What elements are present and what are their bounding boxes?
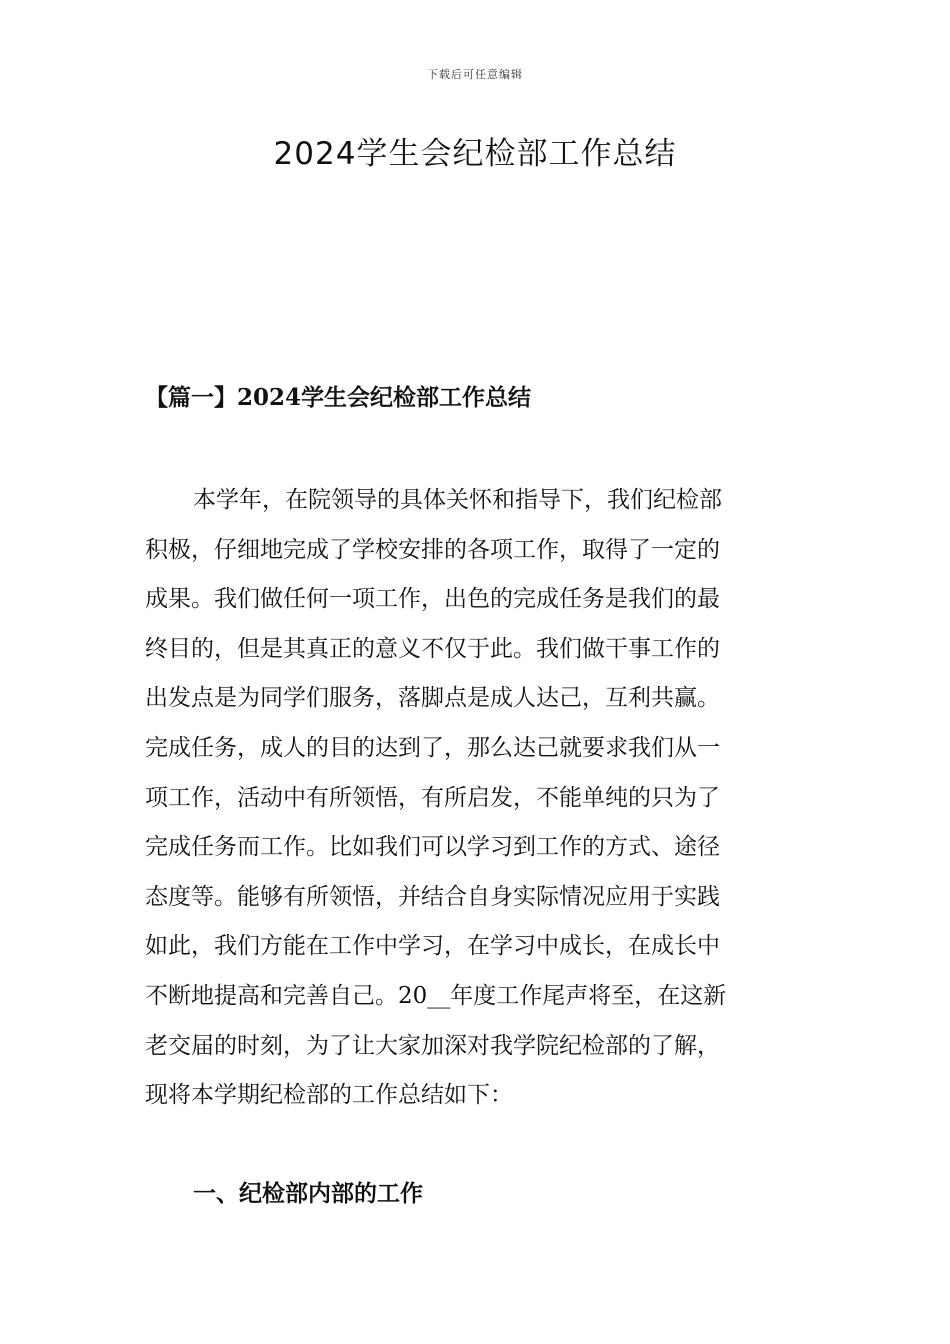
paragraph-line: 出发点是为同学们服务，落脚点是成人达己，互利共赢。 [145,685,720,712]
body-paragraph [145,476,810,1121]
paragraph-line: 项工作，活动中有所领悟，有所启发，不能单纯的只为了 [145,784,720,811]
paragraph-line: 现将本学期纪检部的工作总结如下： [145,1082,513,1109]
header-note: 下载后可任意编辑 [427,68,523,81]
paragraph-line: 积极，仔细地完成了学校安排的各项工作，取得了一定的 [145,536,720,563]
paragraph-line: 完成任务而工作。比如我们可以学习到工作的方式、途径 [145,834,720,861]
section-heading: 【篇一】2024学生会纪检部工作总结 [145,384,532,411]
paragraph-line: 不断地提高和完善自己。20__年度工作尾声将至，在这新 [145,982,727,1009]
paragraph-line: 完成任务，成人的目的达到了，那么达己就要求我们从一 [145,734,720,761]
paragraph-line: 老交届的时刻，为了让大家加深对我学院纪检部的了解， [145,1032,720,1059]
paragraph-line: 态度等。能够有所领悟，并结合自身实际情况应用于实践 [145,883,720,910]
paragraph-line: 成果。我们做任何一项工作，出色的完成任务是我们的最 [145,586,720,613]
paragraph-line: 本学年，在院领导的具体关怀和指导下，我们纪检部 [193,487,722,513]
sub-heading: 一、纪检部内部的工作 [193,1180,423,1207]
document-title: 2024学生会纪检部工作总结 [273,136,677,172]
paragraph-line: 终目的，但是其真正的意义不仅于此。我们做干事工作的 [145,635,720,662]
paragraph-line: 如此，我们方能在工作中学习，在学习中成长，在成长中 [145,933,720,960]
